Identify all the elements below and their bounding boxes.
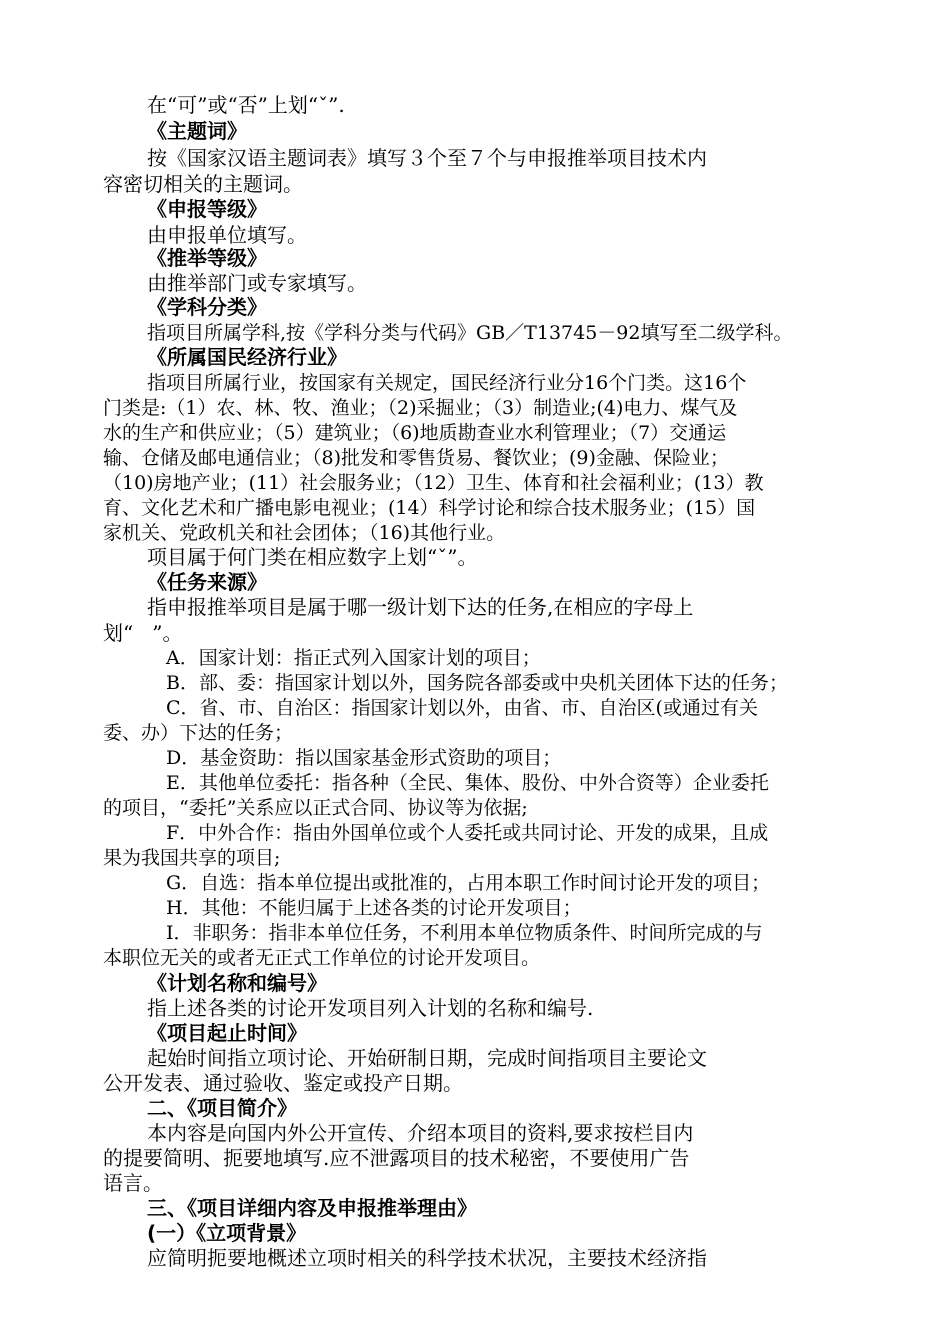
text-line: 本职位无关的或者无正式工作单位的讨论开发项目。 — [103, 947, 541, 969]
text-line: （10)房地产业；(11）社会服务业；（12）卫生、体育和社会福利业；(13）教 — [103, 472, 764, 494]
text-line: 本内容是向国内外公开宣传、介绍本项目的资料,要求按栏目内 — [147, 1121, 694, 1145]
text-line: 家机关、党政机关和社会团体；（16)其他行业。 — [103, 522, 506, 544]
text-line: 容密切相关的主题词。 — [103, 172, 303, 196]
text-line: E．其他单位委托：指各种（全民、集体、股份、中外合资等）企业委托 — [166, 772, 769, 794]
text-line: H．其他：不能归属于上述各类的讨论开发项目； — [166, 897, 582, 919]
text-line: 指项目所属学科,按《学科分类与代码》GB／T13745－92填写至二级学科。 — [147, 322, 793, 344]
text-line: 果为我国共享的项目; — [103, 847, 281, 869]
section-heading: 《主题词》 — [147, 119, 247, 143]
text-line: F．中外合作：指由外国单位或个人委托或共同讨论、开发的成果，且成 — [166, 822, 769, 844]
text-line: 水的生产和供应业；（5）建筑业；（6)地质勘查业水利管理业；（7）交通运 — [103, 422, 727, 444]
section-heading: 《计划名称和编号》 — [147, 971, 327, 995]
text-line: 门类是:（1）农、林、牧、渔业；（2)采掘业；（3）制造业;(4)电力、煤气及 — [103, 397, 738, 419]
text-line: 项目属于何门类在相应数字上划“ˇ”。 — [147, 545, 478, 569]
text-line: 由推举部门或专家填写。 — [147, 271, 367, 295]
text-line: 输、仓储及邮电通信业；（8)批发和零售货易、餐饮业；(9)金融、保险业； — [103, 447, 729, 469]
text-line: C．省、市、自治区：指国家计划以外，由省、市、自治区(或通过有关 — [166, 697, 758, 719]
text-line: 语言。 — [103, 1171, 163, 1195]
text-line: 公开发表、通过验收、鉴定或投产日期。 — [103, 1071, 463, 1095]
section-heading: 《推举等级》 — [147, 246, 267, 270]
section-heading: 《学科分类》 — [147, 295, 267, 319]
section-heading: 《所属国民经济行业》 — [147, 345, 347, 369]
text-line: 指上述各类的讨论开发项目列入计划的名称和编号. — [147, 996, 594, 1020]
text-line: 按《国家汉语主题词表》填写３个至７个与申报推举项目技术内 — [147, 146, 707, 170]
text-line: D．基金资助：指以国家基金形式资助的项目； — [166, 747, 562, 769]
text-line: 起始时间指立项讨论、开始研制日期，完成时间指项目主要论文 — [147, 1046, 707, 1070]
section-heading: 二、《项目简介》 — [147, 1096, 297, 1120]
text-line: 在“可”或“否”上划“ˇ”. — [147, 93, 345, 117]
text-line: 由申报单位填写。 — [147, 223, 307, 247]
section-heading: 《任务来源》 — [147, 570, 267, 594]
text-line: A．国家计划：指正式列入国家计划的项目； — [166, 647, 541, 669]
section-heading: 三、《项目详细内容及申报推举理由》 — [147, 1196, 477, 1220]
text-line: B．部、委：指国家计划以外，国务院各部委或中央机关团体下达的任务； — [166, 672, 788, 694]
text-line: 的项目，“委托”关系应以正式合同、协议等为依据; — [103, 797, 528, 819]
text-line: 的提要简明、扼要地填写.应不泄露项目的技术秘密，不要使用广告 — [103, 1146, 690, 1170]
text-line: 指项目所属行业，按国家有关规定，国民经济行业分16个门类。这16个 — [147, 372, 747, 394]
text-line: G．自选：指本单位提出或批准的，占用本职工作时间讨论开发的项目； — [166, 872, 771, 894]
text-line: 划“ ”。 — [103, 621, 183, 645]
section-heading: (一）《立项背景》 — [147, 1221, 307, 1245]
section-heading: 《申报等级》 — [147, 197, 267, 221]
text-line: 指申报推举项目是属于哪一级计划下达的任务,在相应的字母上 — [147, 595, 694, 619]
text-line: 应简明扼要地概述立项时相关的科学技术状况，主要技术经济指 — [147, 1246, 707, 1270]
text-line: 育、文化艺术和广播电影电视业；(14）科学讨论和综合技术服务业；(15）国 — [103, 497, 756, 519]
text-line: I．非职务：指非本单位任务，不利用本单位物质条件、时间所完成的与 — [166, 922, 763, 944]
section-heading: 《项目起止时间》 — [147, 1021, 307, 1045]
text-line: 委、办）下达的任务； — [103, 722, 294, 744]
